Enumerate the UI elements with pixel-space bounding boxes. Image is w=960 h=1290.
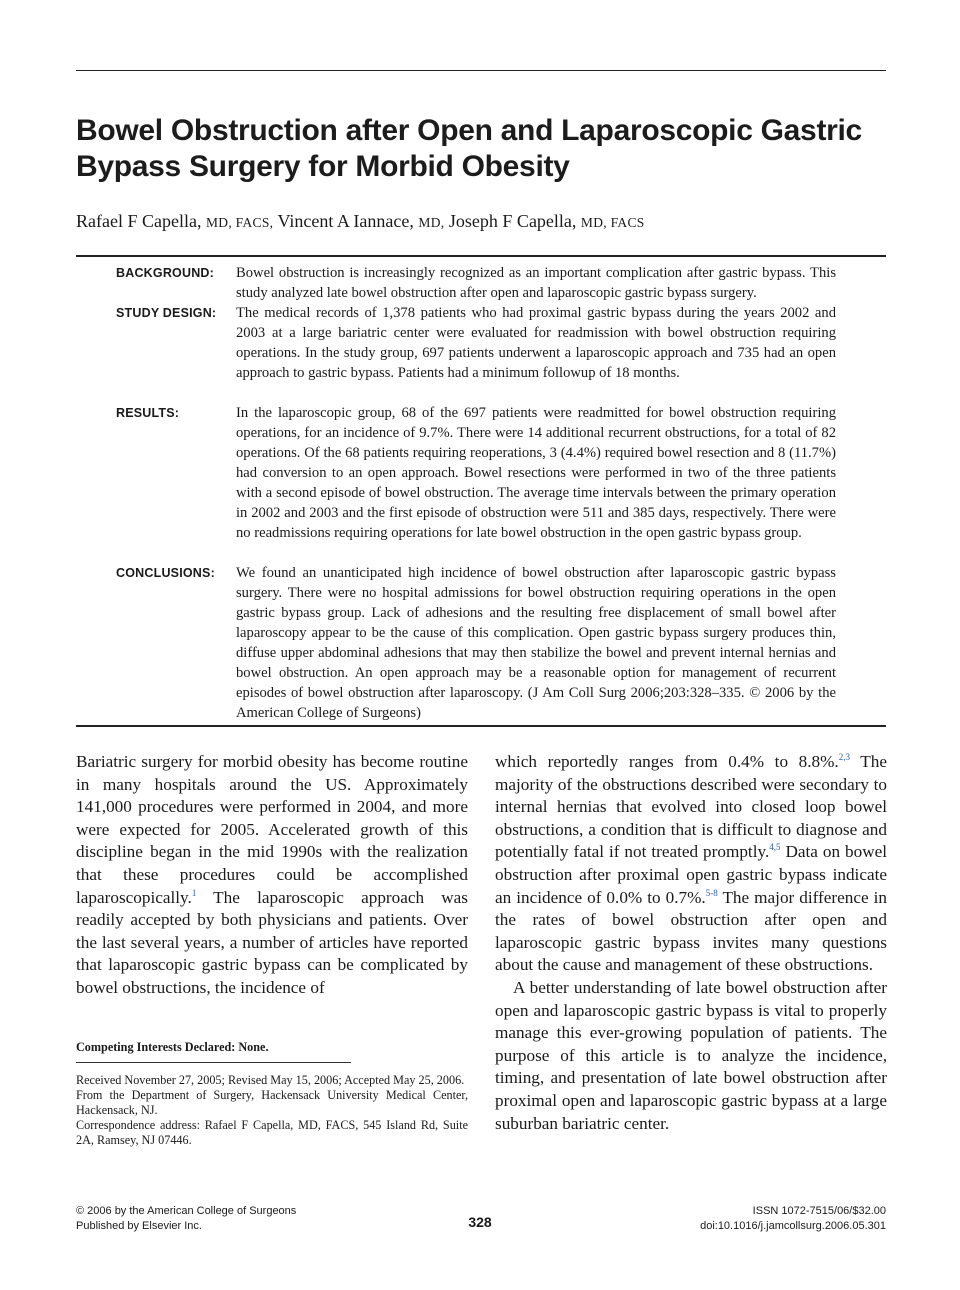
- body-paragraph: [495, 751, 887, 977]
- author-list: [76, 209, 645, 235]
- abstract-label: STUDY DESIGN:: [116, 306, 217, 320]
- article-title: Bowel Obstruction after Open and Laparoscopic Gastric Bypass Surgery for Morbid Obesity: [76, 114, 862, 183]
- body-text: The laparoscopic approach was readily accepted by both physicians and patients. Over the last several years, a number of articles have reported that laparoscopic gastric bypass can be complicated by bowel obstructions, the incidence of: [76, 887, 468, 997]
- correspondence-address: Correspondence address: Rafael F Capella, MD, FACS, 545 Island Rd, Suite 2A, Ramsey, NJ 07446.: [76, 1118, 468, 1147]
- author-degrees: MD,: [418, 215, 445, 230]
- reference-link[interactable]: 4,5: [769, 842, 781, 853]
- body-text: which reportedly ranges from 0.4% to 8.8%.: [495, 752, 839, 771]
- abstract-text: In the laparoscopic group, 68 of the 697 patients were readmitted for bowel obstruction requiring operations, for an incidence of 9.7%. There were 14 additional recurrent obstructions, for a total of 82 operations. Of the 68 patients requiring reoperations, 3 (4.4%) required bowel resection and 8 (11.7%) had conversion to an open approach. Bowel resections were performed in two of the three patients with a second episode of bowel obstruction. The average time intervals between the primary operation in 2002 and 2003 and the first episode of obstruction were 511 and 385 days, respectively. There were no readmissions requiring operations for late bowel obstruction in the open gastric bypass group.: [236, 405, 836, 541]
- footnote-rule: [76, 1062, 351, 1063]
- author-name: Rafael F Capella,: [76, 211, 202, 231]
- author-name: Vincent A Iannace,: [277, 211, 414, 231]
- affiliation: From the Department of Surgery, Hackensack University Medical Center, Hackensack, NJ.: [76, 1088, 468, 1117]
- body-column-right: [495, 751, 887, 1135]
- footer-right: [700, 1204, 886, 1234]
- body-text: Bariatric surgery for morbid obesity has become routine in many hospitals around the US. Approximately 141,000 procedures were performed in 2004, and more were expected for 2005. Accelerated growth of this discipline began in the mid 1990s with the realization that these procedures could be accomplished laparoscopically.: [76, 752, 468, 907]
- abstract-text: The medical records of 1,378 patients who had proximal gastric bypass during the years 2002 and 2003 at a large bariatric center were evaluated for readmission with bowel obstruction requiring operations. In the study group, 697 patients underwent a laparoscopic approach and 735 had an open approach to gastric bypass. Patients had a minimum followup of 18 months.: [236, 305, 836, 381]
- page-number: 328: [468, 1214, 492, 1230]
- abstract-text: We found an unanticipated high incidence of bowel obstruction after laparoscopic gastric bypass surgery. There were no hospital admissions for bowel obstruction requiring operations in the open gastric bypass group. Lack of adhesions and the resulting free displacement of small bowel after laparoscopy appear to be the cause of this complication. Open gastric bypass surgery produces thin, diffuse upper abdominal adhesions that may then stabilize the bowel and prevent internal hernias and bowel obstruction. An open approach may be a reasonable option for management of recurrent episodes of bowel obstruction after laparoscopy. (J Am Coll Surg 2006;203:328–335. © 2006 by the American College of Surgeons): [236, 565, 836, 721]
- body-text: The major difference in the rates of bowel obstruction after open and laparoscopic gastric bypass invites many questions about the cause and management of these obstructions.: [495, 887, 887, 975]
- author-name: Joseph F Capella,: [448, 211, 577, 231]
- abstract-box: [76, 255, 886, 727]
- abstract-label: CONCLUSIONS:: [116, 566, 215, 580]
- abstract-label: RESULTS:: [116, 406, 180, 420]
- footnotes: [76, 1040, 468, 1148]
- body-text: The majority of the obstructions described were secondary to internal hernias that evolved into closed loop bowel obstructions, a condition that is difficult to diagnose and potentially fatal if not treated promptly.: [495, 752, 887, 862]
- header-rule: [76, 70, 886, 71]
- publisher: Published by Elsevier Inc.: [76, 1220, 202, 1232]
- reference-link[interactable]: 1: [191, 887, 197, 898]
- author-degrees: MD, FACS: [580, 215, 645, 230]
- issn: ISSN 1072-7515/06/$32.00: [752, 1205, 886, 1217]
- body-column-left: [76, 751, 468, 1000]
- abstract-text: Bowel obstruction is increasingly recognized as an important complication after gastric bypass. This study analyzed late bowel obstruction after open and laparoscopic gastric bypass surgery.: [236, 265, 836, 301]
- body-text: Data on bowel obstruction after proximal open gastric bypass indicate an incidence of 0.0% to 0.7%.: [495, 842, 888, 907]
- reference-link[interactable]: 2,3: [838, 752, 850, 762]
- copyright: © 2006 by the American College of Surgeons: [76, 1205, 297, 1217]
- body-paragraph: A better understanding of late bowel obstruction after open and laparoscopic gastric bypass is vital to properly manage this ever-growing population of patients. The purpose of this article is to analyze the incidence, timing, and presentation of late bowel obstruction after proximal open and laparoscopic gastric bypass at a large suburban bariatric center.: [495, 977, 887, 1133]
- abstract-label: BACKGROUND:: [116, 266, 215, 280]
- doi: doi:10.1016/j.jamcollsurg.2006.05.301: [700, 1220, 886, 1232]
- competing-interests: Competing Interests Declared: None.: [76, 1040, 269, 1054]
- received-dates: Received November 27, 2005; Revised May 15, 2006; Accepted May 25, 2006.: [76, 1073, 465, 1087]
- author-degrees: MD, FACS,: [205, 215, 274, 230]
- body-paragraph: [76, 751, 468, 1000]
- reference-link[interactable]: 5-8: [705, 887, 718, 898]
